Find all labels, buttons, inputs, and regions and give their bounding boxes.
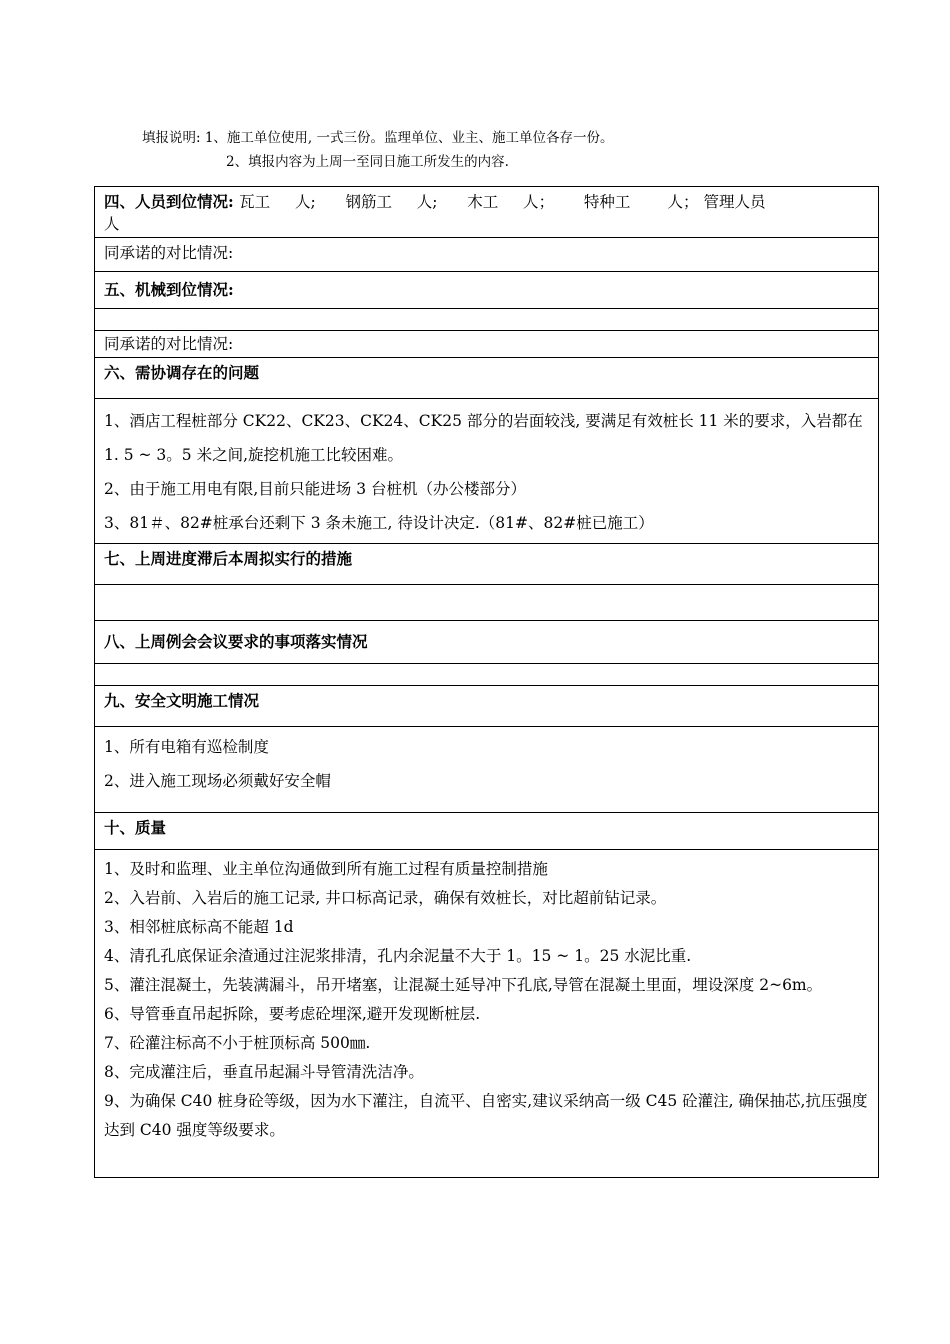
staff-unit: 人	[523, 193, 539, 211]
compare-label-2: 同承诺的对比情况:	[95, 331, 879, 358]
section-9-content-row	[95, 727, 879, 813]
section-10-content-row	[95, 850, 879, 1178]
section-7-header-row	[95, 544, 879, 585]
compare-row-1	[95, 238, 879, 272]
section-8-title: 八、上周例会会议要求的事项落实情况	[95, 621, 879, 664]
quality-item-1: 1、及时和监理、业主单位沟通做到所有施工过程有质量控制措施	[104, 860, 548, 878]
staff-rebar-label: 钢筋工	[345, 193, 392, 211]
staff-unit: 人	[294, 193, 311, 211]
section-6-items	[95, 399, 879, 544]
section-10-header-row	[95, 813, 879, 850]
quality-item-2: 2、入岩前、入岩后的施工记录, 井口标高记录，确保有效桩长，对比超前钻记录。	[104, 889, 667, 907]
section-4-row	[95, 187, 879, 238]
section-7-blank-row	[95, 585, 879, 621]
quality-item-4: 4、清孔孔底保证余渣通过注泥浆排清，孔内余泥量不大于 1。15 ~ 1。25 水泥比重.	[104, 947, 692, 965]
weekly-report-table	[94, 186, 879, 1178]
section-6-title: 六、需协调存在的问题	[95, 358, 879, 399]
instruction-line-2: 2、填报内容为上周一至同日施工所发生的内容.	[226, 154, 509, 170]
quality-item-8: 8、完成灌注后，垂直吊起漏斗导管清洗洁净。	[104, 1063, 424, 1081]
section-10-title: 十、质量	[95, 813, 879, 850]
section-8-blank	[95, 664, 879, 686]
section-9-header-row	[95, 686, 879, 727]
section-4-staff: 四、人员到位情况: 瓦工 人; 钢筋工 人; 木工 人； 特种工 人； 管理人员 人	[95, 187, 879, 238]
safety-item-2: 2、进入施工现场必须戴好安全帽	[104, 772, 331, 790]
section-4-title: 四、人员到位情况:	[104, 192, 234, 211]
staff-unit: 人	[667, 193, 684, 211]
quality-item-7: 7、砼灌注标高不小于桩顶标高 500㎜.	[104, 1034, 371, 1052]
section-10-items	[95, 850, 879, 1178]
issue-item-3: 3、81＃、82#桩承台还剩下 3 条未施工, 待设计决定.（81#、82#桩已施工）	[104, 514, 654, 532]
issue-item-1: 1、酒店工程桩部分 CK22、CK23、CK24、CK25 部分的岩面较浅, 要满足有效桩长 11 米的要求，入岩都在 1. 5 ~ 3。5 米之间,旋挖机施工比较困难。	[104, 412, 863, 464]
quality-item-6: 6、导管垂直吊起拆除，要考虑砼埋深,避开发现断桩层.	[104, 1005, 481, 1023]
staff-unit: 人	[104, 215, 120, 233]
section-9-items	[95, 727, 879, 813]
staff-carpenter-label: 木工	[467, 193, 499, 211]
section-8-blank-row	[95, 664, 879, 686]
quality-item-5: 5、灌注混凝土，先装满漏斗，吊开堵塞，让混凝土延导冲下孔底,导管在混凝土里面，埋设深度 2~6m。	[104, 976, 823, 994]
staff-management-label: 管理人员	[703, 193, 766, 211]
fill-instructions	[142, 126, 614, 174]
section-5-blank-row	[95, 309, 879, 331]
compare-label-1: 同承诺的对比情况:	[95, 238, 879, 272]
staff-bricklayer-label: 瓦工	[239, 193, 271, 211]
section-6-header-row	[95, 358, 879, 399]
quality-item-3: 3、相邻桩底标高不能超 1d	[104, 918, 294, 936]
section-9-title: 九、安全文明施工情况	[95, 686, 879, 727]
section-5-row	[95, 272, 879, 309]
staff-special-label: 特种工	[583, 193, 631, 211]
issue-item-2: 2、由于施工用电有限,目前只能进场 3 台桩机（办公楼部分）	[104, 480, 527, 498]
section-6-content-row	[95, 399, 879, 544]
safety-item-1: 1、所有电箱有巡检制度	[104, 738, 269, 756]
section-7-title: 七、上周进度滞后本周拟实行的措施	[95, 544, 879, 585]
staff-unit: 人	[416, 193, 433, 211]
instruction-line-1: 填报说明: 1、施工单位使用, 一式三份。监理单位、业主、施工单位各存一份。	[142, 130, 614, 146]
quality-item-9: 9、为确保 C40 桩身砼等级，因为水下灌注，自流平、自密实,建议采纳高一级 C45 砼灌注, 确保抽芯,抗压强度达到 C40 强度等级要求。	[104, 1092, 868, 1139]
section-5-blank	[95, 309, 879, 331]
section-7-blank	[95, 585, 879, 621]
section-5-title: 五、机械到位情况:	[95, 272, 879, 309]
compare-row-2	[95, 331, 879, 358]
section-8-header-row	[95, 621, 879, 664]
